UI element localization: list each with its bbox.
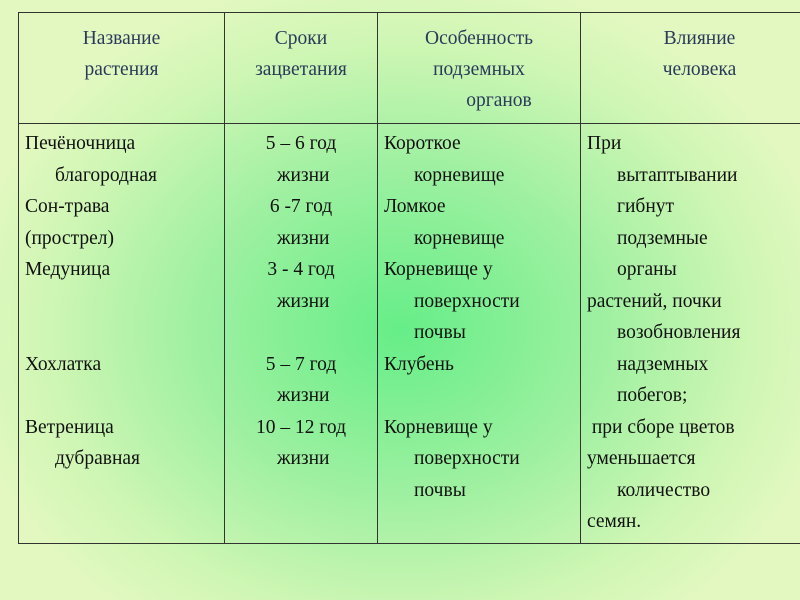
plant-name: Сон-трава xyxy=(25,196,110,217)
bloom-times-cell xyxy=(225,124,378,544)
influence-line: При xyxy=(587,133,622,154)
plant-name: Печёночница xyxy=(25,133,136,154)
influence-line: количество xyxy=(617,479,711,501)
organ-value: корневище xyxy=(414,227,505,249)
organ-value: Корневище у xyxy=(384,416,493,438)
organ-value: Клубень xyxy=(384,353,454,375)
organ-value: поверхности xyxy=(414,290,520,312)
influence-line: возобновления xyxy=(617,322,741,343)
plant-name: (прострел) xyxy=(25,227,114,249)
plant-name: Ветреница xyxy=(25,416,114,438)
bloom-value: жизни xyxy=(277,385,330,406)
content-row xyxy=(19,124,800,544)
influence-line: уменьшается xyxy=(587,448,696,469)
header-row xyxy=(19,13,800,124)
plant-names-cell xyxy=(19,124,225,544)
influence-line: вытаптывании xyxy=(617,164,738,186)
bloom-value: жизни xyxy=(277,290,330,312)
influence-cell xyxy=(581,124,800,544)
plant-name: благородная xyxy=(55,164,158,186)
influence-line: гибнут xyxy=(617,196,675,217)
influence-line: подземные xyxy=(617,227,708,249)
organs-cell xyxy=(378,124,581,544)
organ-value: Ломкое xyxy=(384,196,446,217)
header-human-influence: Влияние человека xyxy=(581,13,800,124)
influence-line: растений, почки xyxy=(587,290,722,312)
plants-table xyxy=(18,12,800,544)
plant-name: Медуница xyxy=(25,259,111,280)
influence-line: надземных xyxy=(617,353,709,375)
organ-value: почвы xyxy=(414,322,466,343)
bloom-value: 10 – 12 год xyxy=(256,416,346,438)
bloom-value: 5 – 7 год xyxy=(265,353,337,375)
header-underground-organs: Особенность подземных органов xyxy=(378,13,581,124)
organ-value: Корневище у xyxy=(384,259,493,280)
header-plant-name: Название растения xyxy=(19,13,225,124)
bloom-value: жизни xyxy=(277,448,330,469)
organ-value: почвы xyxy=(414,479,466,501)
influence-line: органы xyxy=(617,259,677,280)
influence-line: семян. xyxy=(587,511,642,532)
header-bloom-time: Сроки зацветания xyxy=(225,13,378,124)
bloom-value: 5 – 6 год xyxy=(265,133,337,154)
plant-name: дубравная xyxy=(55,448,141,469)
plant-name: Хохлатка xyxy=(25,353,102,375)
organ-value: Короткое xyxy=(384,133,461,154)
bloom-value: 6 -7 год xyxy=(269,196,333,217)
bloom-value: жизни xyxy=(277,227,330,249)
influence-line: при сборе цветов xyxy=(587,416,735,438)
organ-value: поверхности xyxy=(414,448,520,469)
organ-value: корневище xyxy=(414,164,505,186)
bloom-value: жизни xyxy=(277,164,330,186)
influence-line: побегов; xyxy=(617,385,688,406)
bloom-value: 3 - 4 год xyxy=(267,259,335,280)
